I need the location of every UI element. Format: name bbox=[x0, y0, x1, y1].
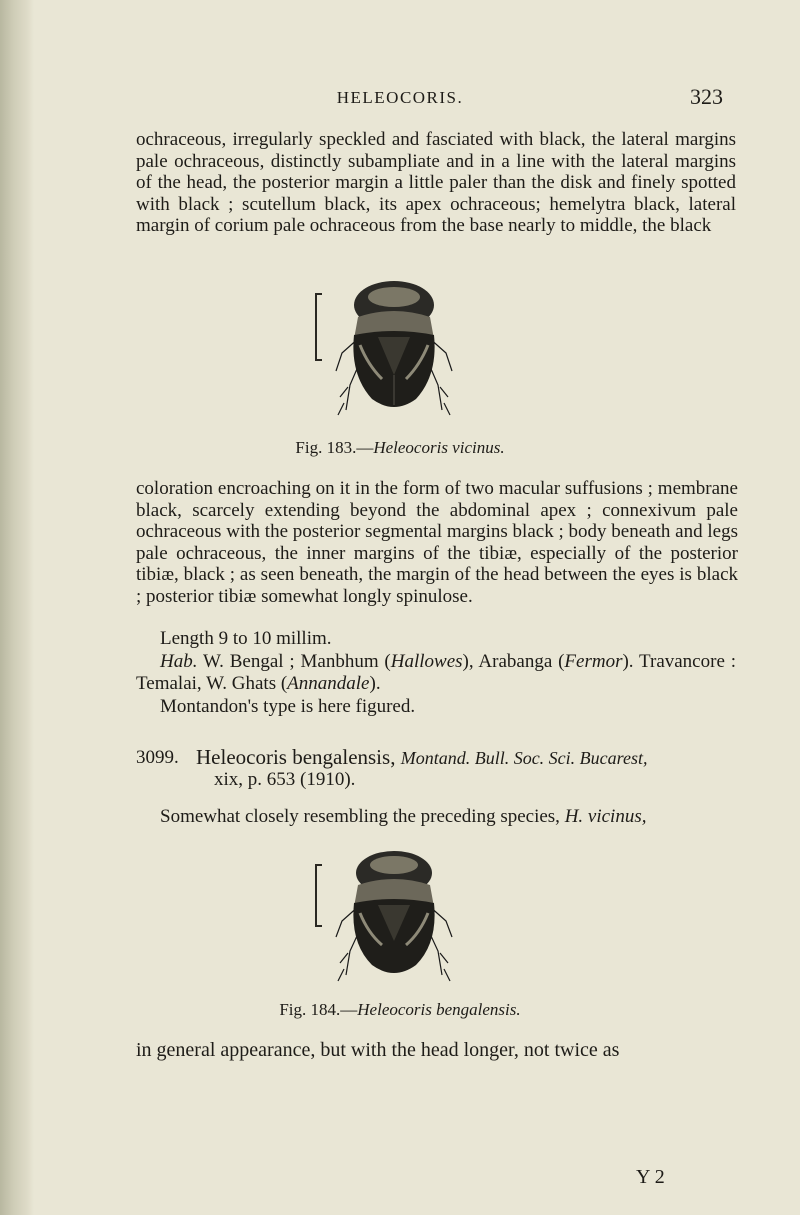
caption-species: Heleocoris vicinus. bbox=[373, 438, 505, 457]
entry-heading bbox=[196, 747, 756, 770]
scale-bar-bottom-tick bbox=[315, 925, 322, 927]
paragraph-description-part2: coloration encroaching on it in the form of two macular suffusions ; membrane black, scarcely extending beyond the abdominal apex ; connexivum pale ochraceous with the posterior segmental margins black ; body beneath and legs pale ochraceous, the inner margins of the tibiæ, especially of the posterior tibiæ, black ; as seen beneath, the margin of the head between the eyes is black ; posterior tibiæ somewhat longly spinulose. bbox=[136, 478, 738, 607]
collector-annandale: Annandale bbox=[287, 672, 370, 694]
scale-bar-top-tick bbox=[315, 293, 322, 295]
figure-caption-fig183 bbox=[0, 438, 800, 458]
paragraph-description-part1: ochraceous, irregularly speckled and fasciated with black, the lateral margins pale ochraceous, distinctly subampliate and in a line with the lateral margins of the head, the posterior margin a little paler than the disk and finely spotted with black ; scutellum black, its apex ochraceous; hemelytra black, lateral margin of corium pale ochraceous from the base nearly to middle, the black bbox=[136, 129, 736, 236]
scale-bar bbox=[315, 293, 317, 361]
length-line: Length 9 to 10 millim. bbox=[160, 628, 332, 649]
type-note: Montandon's type is here figured. bbox=[160, 696, 416, 717]
habitat-text-4: ). bbox=[369, 672, 381, 694]
scale-bar bbox=[315, 864, 317, 927]
habitat-paragraph bbox=[136, 651, 736, 694]
signature-mark: Y 2 bbox=[636, 1166, 665, 1188]
paragraph-final: in general appearance, but with the head longer, not twice as bbox=[136, 1039, 620, 1061]
scale-bar-top-tick bbox=[315, 864, 322, 866]
beetle-illustration-fig184 bbox=[330, 845, 460, 985]
comparison-species: H. vicinus, bbox=[564, 806, 647, 827]
citation-volume: xix, p. 653 (1910). bbox=[214, 769, 356, 790]
habitat-text-3: ). Travancore : Temalai, W. Ghats ( bbox=[136, 651, 736, 694]
scale-bar-bottom-tick bbox=[315, 359, 322, 361]
paragraph-comparison bbox=[160, 806, 744, 828]
figure-caption-fig184 bbox=[0, 1000, 800, 1020]
beetle-illustration-fig183 bbox=[330, 275, 460, 420]
comparison-text: Somewhat closely resembling the preceding species, bbox=[160, 806, 565, 827]
entry-number: 3099. bbox=[136, 747, 179, 768]
habitat-text-1: W. Bengal ; Manbhum ( bbox=[197, 651, 391, 672]
caption-prefix: Fig. 184.— bbox=[279, 1000, 358, 1019]
habitat-text-2: ), Arabanga ( bbox=[462, 651, 565, 672]
species-citation: Montand. Bull. Soc. Sci. Bucarest, bbox=[400, 748, 648, 768]
collector-fermor: Fermor bbox=[564, 651, 623, 672]
caption-species: Heleocoris bengalensis. bbox=[357, 1000, 521, 1019]
collector-hallowes: Hallowes bbox=[390, 651, 463, 672]
caption-prefix: Fig. 183.— bbox=[295, 438, 374, 457]
species-name: Heleocoris bengalensis, bbox=[196, 745, 396, 769]
running-title: HELEOCORIS. bbox=[336, 88, 464, 107]
page-number: 323 bbox=[690, 84, 723, 109]
habitat-label: Hab. bbox=[160, 651, 198, 672]
